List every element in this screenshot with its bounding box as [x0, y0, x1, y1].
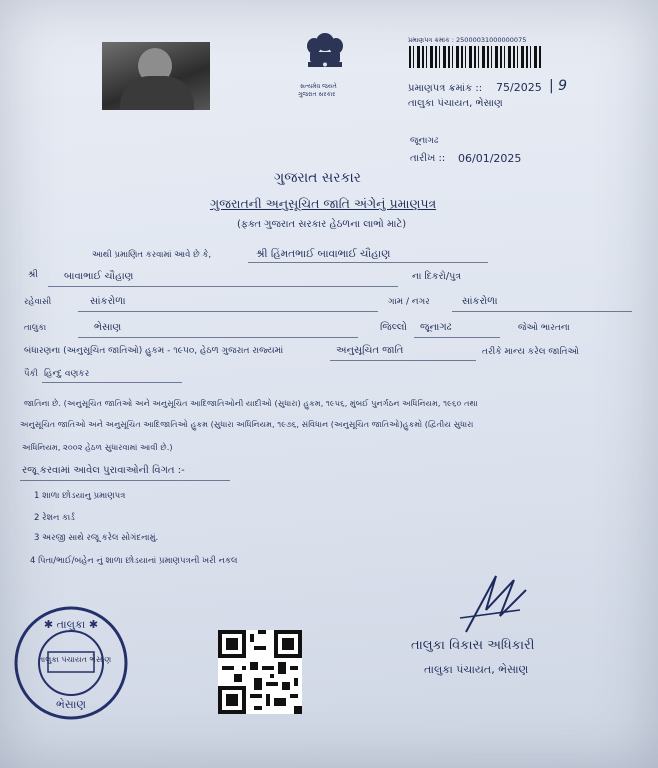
emblem-gov: ગુજરાત સરકાર	[298, 91, 336, 98]
resident-label: રહેવાસી	[24, 297, 52, 307]
evidence-item: 3 અરજી સાથે રજૂ કરેલ સોગંદનામું.	[34, 533, 159, 543]
certificate-subtitle: (ફક્ત ગુજરાત સરકાર હેઠળના લાભો માટે)	[237, 219, 407, 230]
caste-category: અનુસૂચિત જાતિ	[336, 345, 404, 356]
qr-code	[218, 630, 302, 714]
signature-title: તાલુકા વિકાસ અધિકારી	[411, 638, 535, 653]
issuer-office: તાલુકા પંચાયત, ભેસાણ	[408, 98, 503, 109]
recognized-text: તરીકે માન્ય કરેલ જાતિઓ	[482, 347, 579, 357]
relation-label: ના દિકરો/પુત્ર	[412, 271, 462, 282]
certify-prefix: આથી પ્રમાણિત કરવામાં આવે છે કે,	[92, 250, 212, 260]
national-emblem-icon	[296, 30, 354, 90]
government-title: ગુજરાત સરકાર	[274, 170, 361, 186]
certificate-title: ગુજરાતની અનુસૂચિત જાતિ અંગેનું પ્રમાણપત્ર	[210, 196, 437, 211]
emblem-motto: સત્યમેવ જયતે	[300, 83, 337, 90]
barcode	[409, 46, 543, 68]
shri-label: શ્રી	[28, 270, 38, 280]
taluka-label: તાલુકા	[24, 323, 47, 333]
seal-text: તાલુકા પંચાયત ભેસાણ	[38, 655, 112, 664]
resident-value: સાંકરોળા	[90, 296, 126, 307]
village-label: ગામ / નગર	[388, 297, 430, 307]
date-label: તારીખ ::	[410, 153, 446, 164]
caste-prefix: પૈકી	[24, 369, 38, 379]
cert-no-handwritten: | 9	[549, 78, 568, 94]
taluka-value: ભેસાણ	[94, 322, 122, 333]
district-label: જિલ્લો	[380, 322, 407, 333]
legal-paragraph-line2: અનુસૂચિત જાતિઓ અને અનુસૂચિત આદિજાતિઓ હુકમ (સુધારા અધિનિયમ, ૧૯૭૬, સંવિધાન (અનુસૂચિત જાતિઓ)હુકમો (દ્વિતીય સુધારા	[20, 419, 474, 429]
holder-name: શ્રી હિંમતભાઈ બાવાભાઈ ચૌહાણ	[256, 248, 391, 260]
evidence-item: 4 પિતા/ભાઈ/બહેન નું શાળા છોડયાનાં પ્રમાણપત્રની ખરી નકલ	[30, 556, 238, 566]
holder-photo	[102, 42, 210, 110]
officer-signature	[456, 570, 532, 640]
evidence-item: 1 શાળા છોડયાનુ પ્રમાણપત્ર	[34, 491, 126, 501]
signature-office: તાલુકા પંચાયત, ભેસાણ	[424, 663, 529, 676]
district-name: જૂનાગઢ	[410, 136, 439, 146]
date-value: 06/01/2025	[458, 152, 522, 165]
father-name: બાવાભાઈ ચૌહાણ	[64, 271, 134, 282]
order-text: બંધારણના (અનુસૂચિત જાતિઓ) હુકમ - ૧૯૫૦, હેઠળ ગુજરાત રાજ્યમાં	[24, 346, 284, 356]
cert-no-value: 75/2025	[496, 81, 542, 94]
legal-paragraph-line1: જાતિના છે. (અનુસૂચિત જાતિઓ અને અનુસૂચિત આદિજાતિઓની યાદીઓ (સુધારા) હુકમ, ૧૯૫૬, મુંબઈ પુનર્ગઠન અધિનિયમ, ૧૯૬૦ તથા	[24, 398, 478, 408]
state-suffix: જેઓ ભારતના	[518, 323, 570, 333]
svg-text:✱ તાલુકા ✱: ✱ તાલુકા ✱	[43, 618, 99, 631]
cert-no-label: પ્રમાણપત્ર ક્રમાંક ::	[408, 83, 483, 94]
legal-paragraph-line3: અધિનિયમ, ૨૦૦૨ હેઠળ સુધારવામાં આવી છે.)	[22, 442, 173, 452]
village-value: સાંકરોળા	[462, 296, 498, 307]
district-value: જૂનાગઢ	[420, 322, 452, 333]
evidence-heading: રજૂ કરવામાં આવેલ પુરાવાઓની વિગત :-	[22, 465, 185, 476]
caste-value: હિન્દુ વણકર	[44, 369, 90, 379]
evidence-item: 2 રેશન કાર્ડ	[34, 513, 75, 523]
barcode-label: પ્રમાણપત્ર ક્રમાંક : 25000031000000075	[408, 36, 527, 44]
svg-text:ભેસાણ: ભેસાણ	[56, 698, 86, 711]
